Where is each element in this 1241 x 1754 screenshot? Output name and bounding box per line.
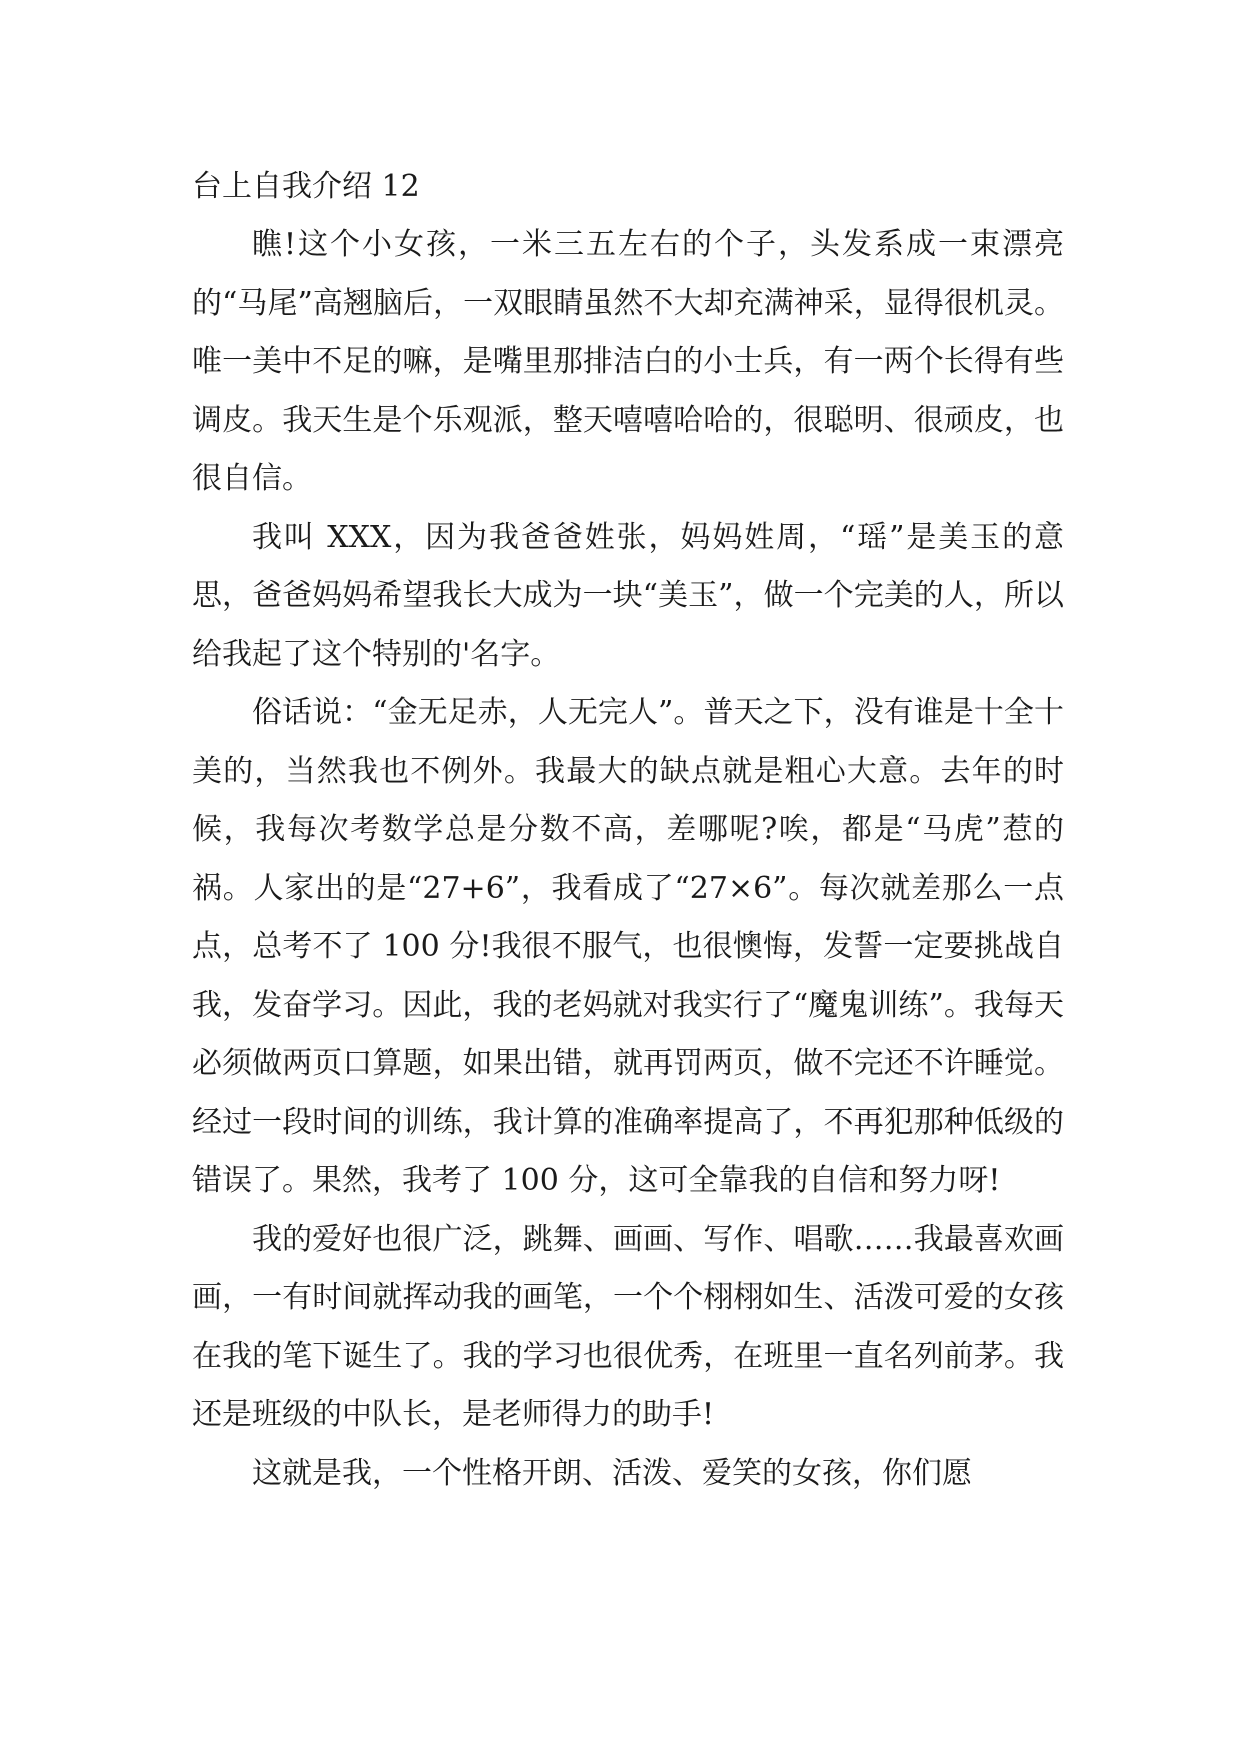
document-title: 台上自我介绍 12 [192, 169, 420, 204]
paragraph-closing: 这就是我，一个性格开朗、活泼、爱笑的女孩，你们愿 [252, 1455, 972, 1491]
paragraph-appearance: 瞧!这个小女孩，一米三五左右的个子，头发系成一束漂亮的“马尾”高翘脑后，一双眼睛虽然不大却充满神采，显得很机灵。唯一美中不足的嘛，是嘴里那排洁白的小士兵，有一两个长得有些调皮。我天生是个乐观派，整天嘻嘻哈哈的，很聪明、很顽皮，也很自信。 [192, 227, 1064, 496]
paragraph-shortcoming: 俗话说：“金无足赤，人无完人”。普天之下，没有谁是十全十美的，当然我也不例外。我最大的缺点就是粗心大意。去年的时候，我每次考数学总是分数不高，差哪呢?唉，都是“马虎”惹的祸。人家出的是“27+6”，我看成了“27×6”。每次就差那么一点点，总考不了 100 分!我很不服气，也很懊悔，发誓一定要挑战自我，发奋学习。因此，我的老妈就对我实行了“魔鬼训练”。我每天必须做两页口算题，如果出错，就再罚两页，做不完还不许睡觉。经过一段时间的训练，我计算的准确率提高了，不再犯那种低级的错误了。果然，我考了 100 分，这可全靠我的自信和努力呀! [192, 695, 1064, 1198]
paragraph-hobbies: 我的爱好也很广泛，跳舞、画画、写作、唱歌……我最喜欢画画，一有时间就挥动我的画笔，一个个栩栩如生、活泼可爱的女孩在我的笔下诞生了。我的学习也很优秀，在班里一直名列前茅。我还是班级的中队长，是老师得力的助手! [192, 1221, 1064, 1432]
document-body [192, 158, 1064, 1503]
paragraph-name-origin: 我叫 XXX，因为我爸爸姓张，妈妈姓周，“瑶”是美玉的意思，爸爸妈妈希望我长大成为一块“美玉”，做一个完美的人，所以给我起了这个特别的'名字。 [192, 519, 1064, 672]
